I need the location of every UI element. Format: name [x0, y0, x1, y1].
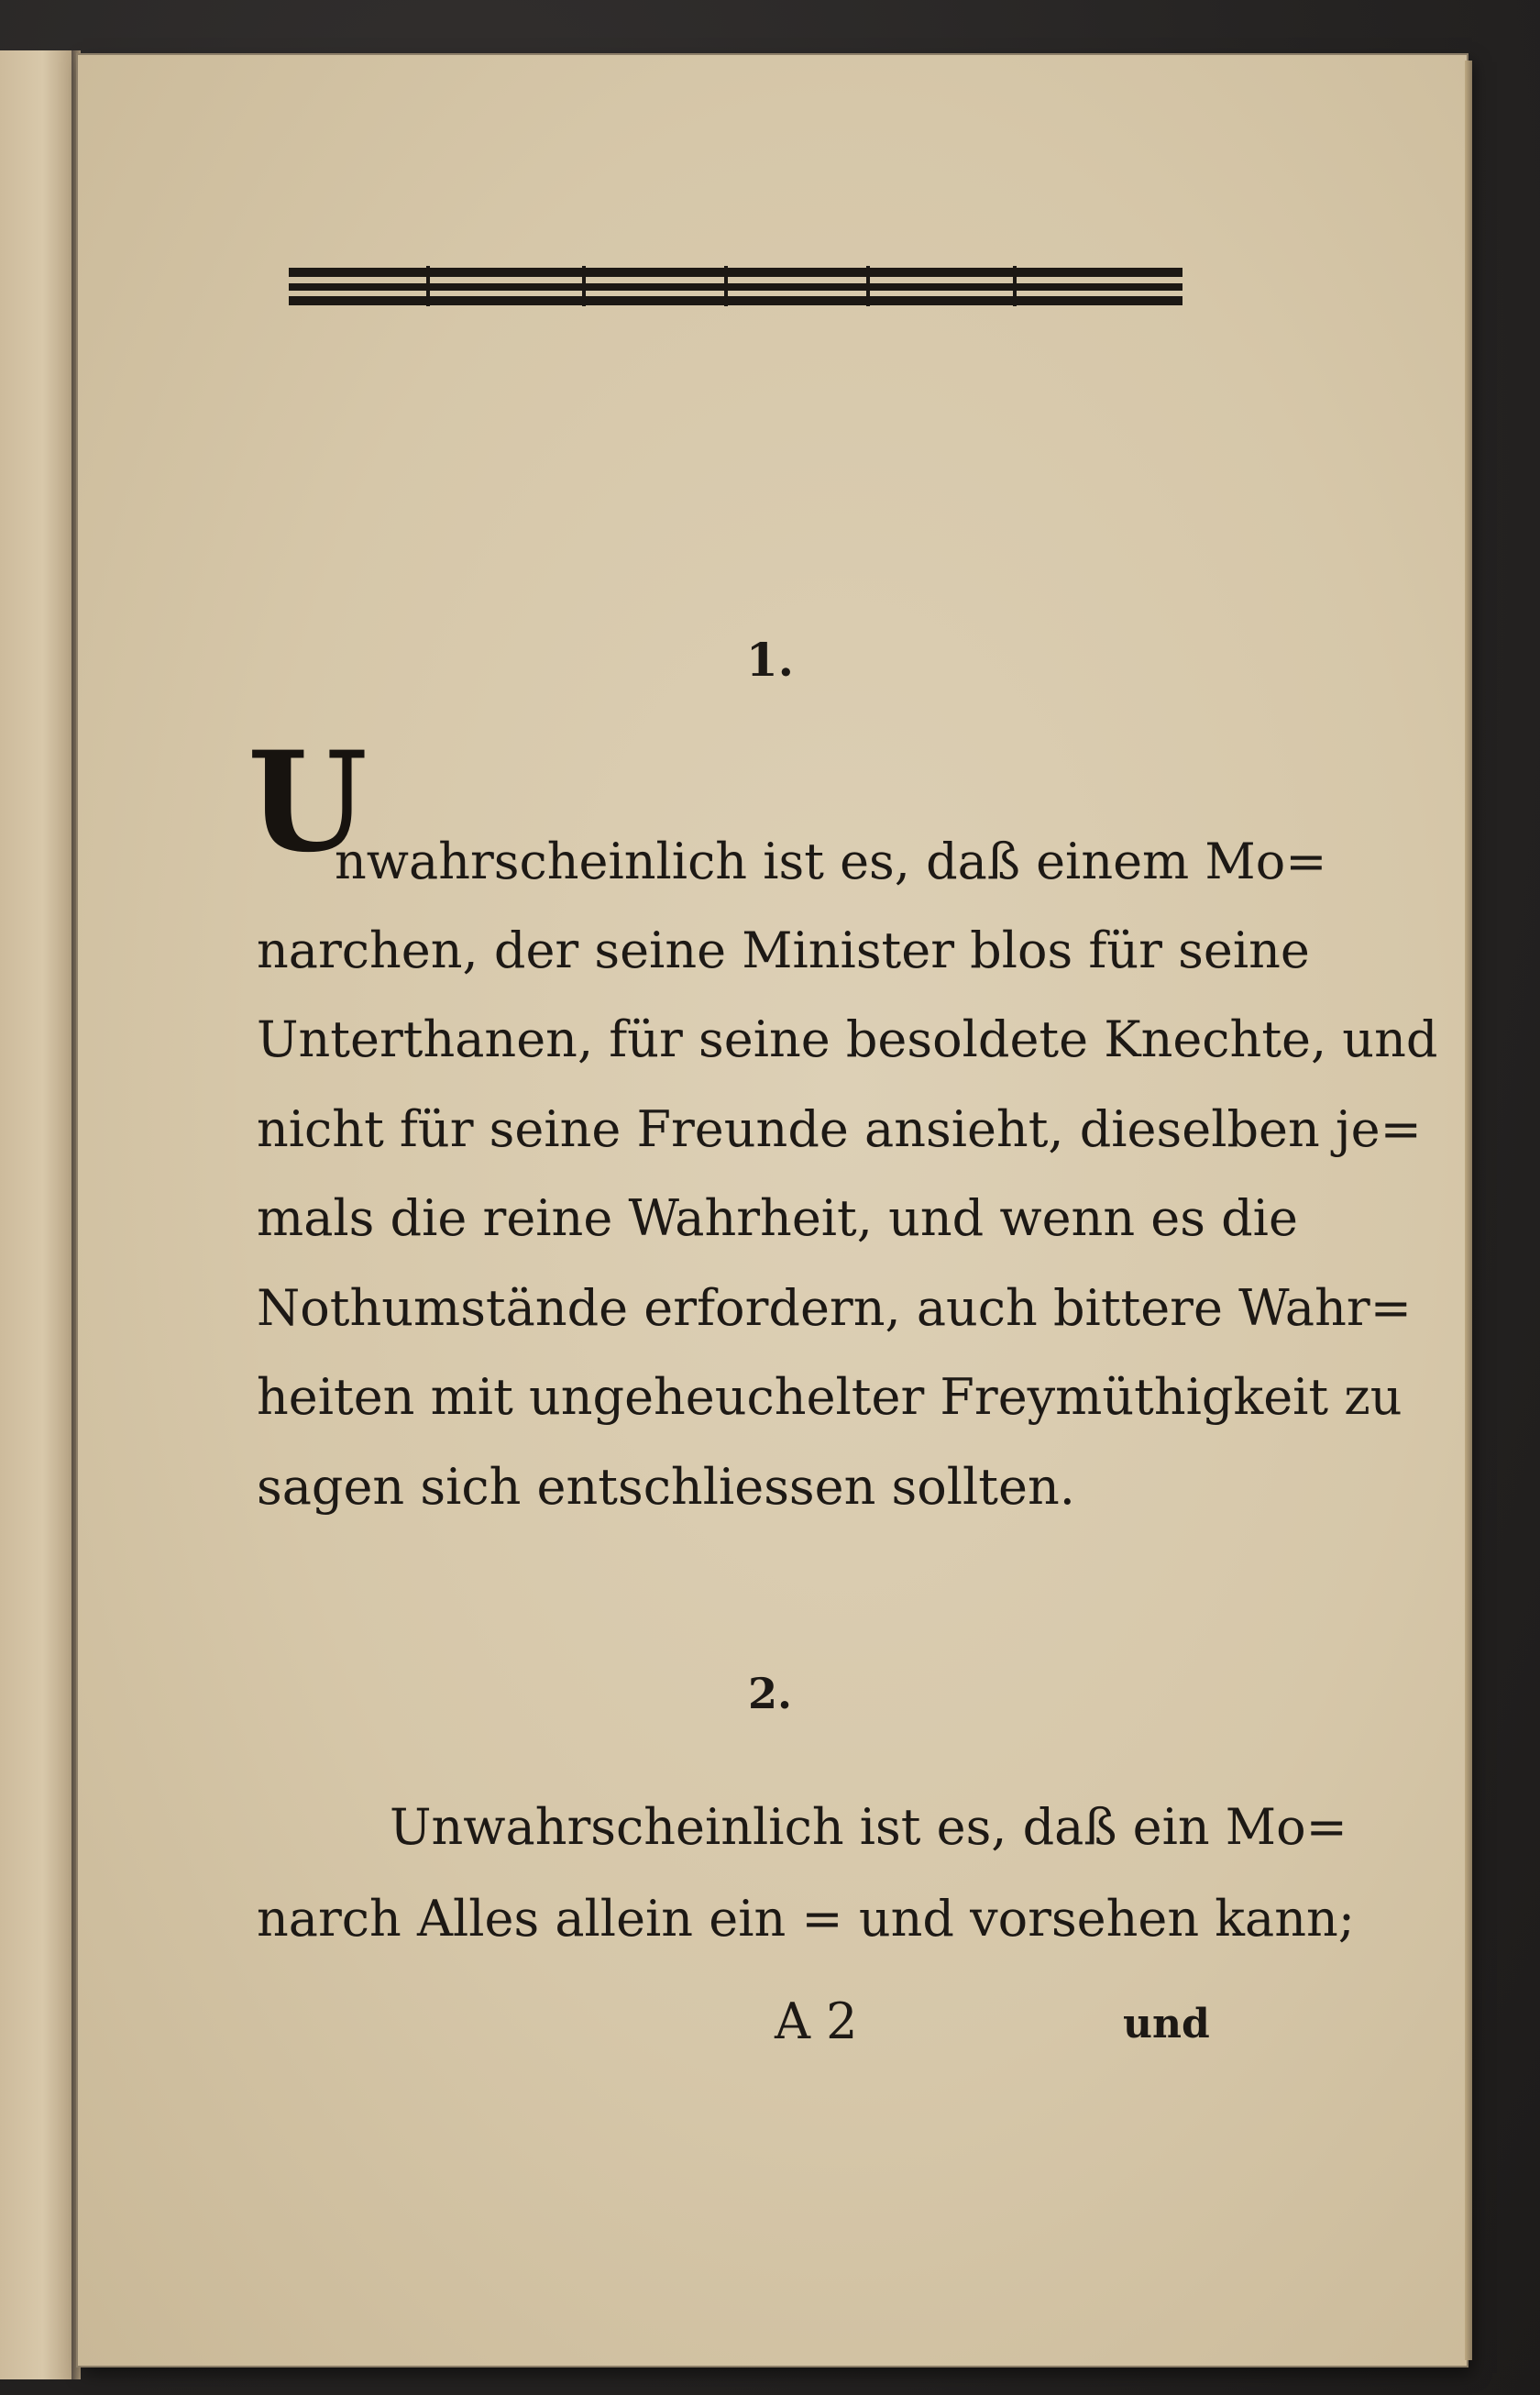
paragraph-line: Unterthanen, für seine besoldete Knechte, und: [257, 1010, 1438, 1068]
paragraph-line: nicht für seine Freunde ansieht, dieselben je=: [257, 1100, 1422, 1158]
paragraph-line: narch Alles allein ein = und vorsehen kann;: [257, 1890, 1355, 1948]
section-number-1: 1.: [745, 633, 795, 687]
drop-cap: U: [248, 722, 368, 883]
section-number-2: 2.: [747, 1669, 793, 1718]
catchword: und: [1123, 2001, 1210, 2047]
paragraph-line: mals die reine Wahrheit, und wenn es die: [257, 1189, 1298, 1247]
paragraph-line: Nothumstände erfordern, auch bittere Wahr=: [257, 1279, 1412, 1337]
previous-page-edge: [0, 50, 73, 2379]
paragraph-line: nwahrscheinlich ist es, daß einem Mo=: [335, 833, 1327, 890]
page-edge: [1465, 61, 1472, 2360]
paragraph-line: sagen sich entschliessen sollten.: [257, 1458, 1075, 1516]
paragraph-line: heiten mit ungeheuchelter Freymüthigkeit zu: [257, 1368, 1402, 1426]
paragraph-line: narchen, der seine Minister blos für seine: [257, 922, 1310, 979]
signature-mark: A 2: [775, 1992, 858, 2050]
header-rule-ornament: [289, 266, 1182, 321]
paragraph-line: Unwahrscheinlich ist es, daß ein Mo=: [390, 1798, 1348, 1856]
